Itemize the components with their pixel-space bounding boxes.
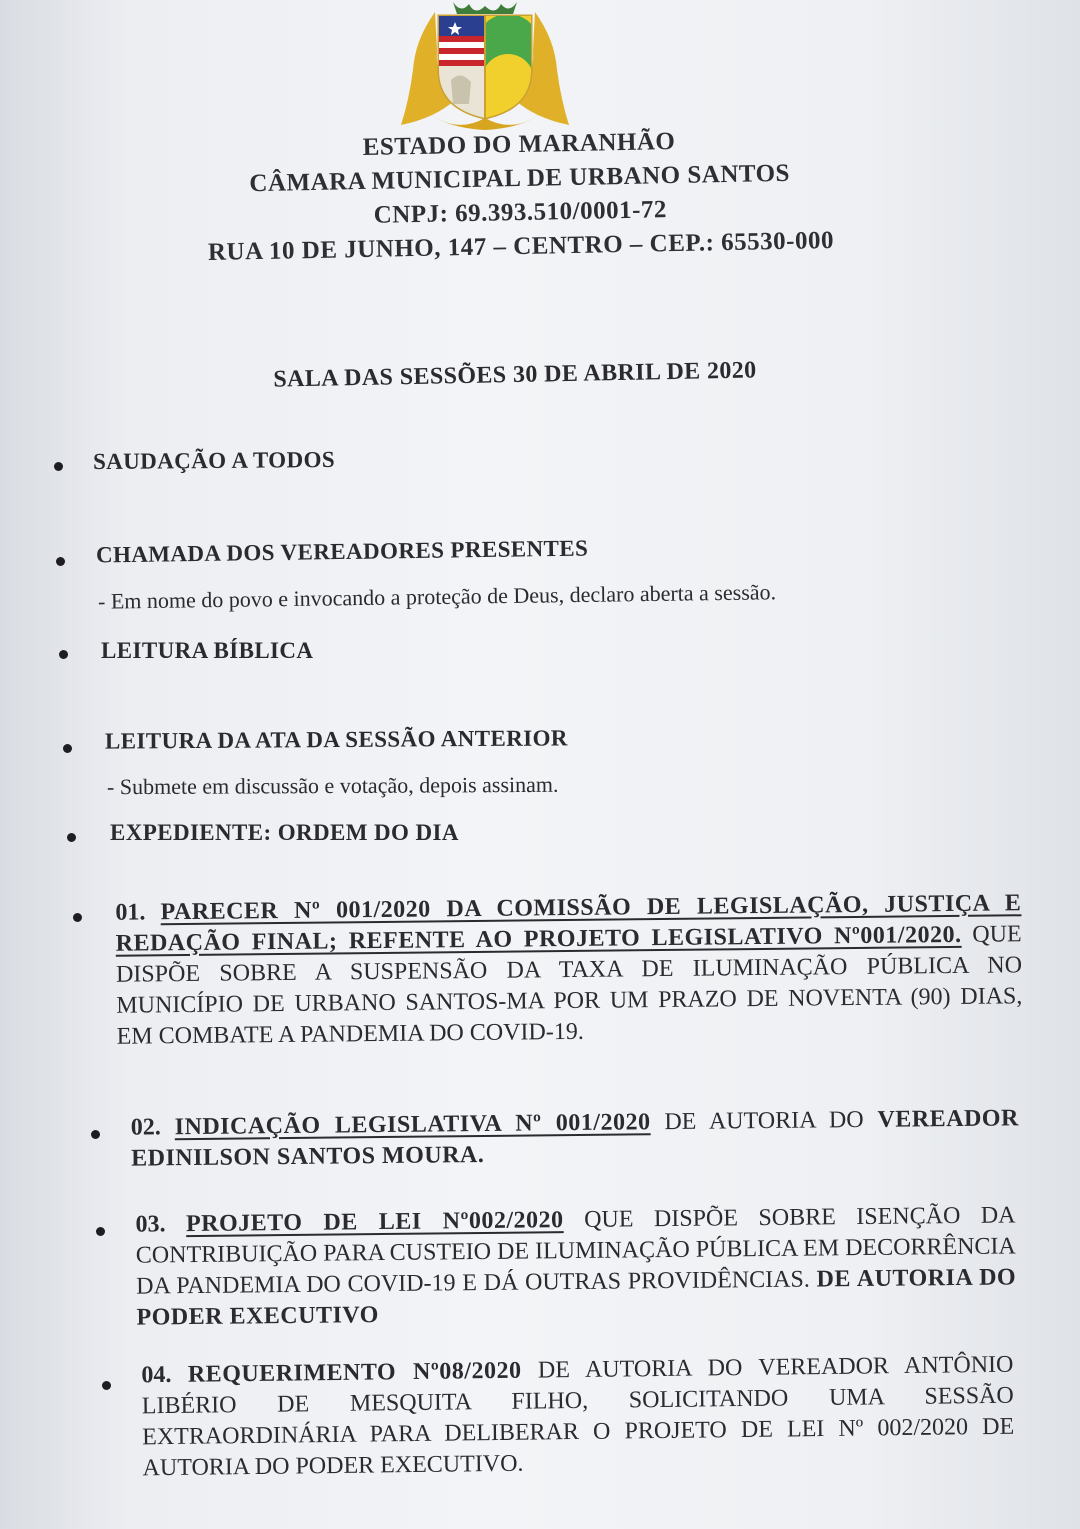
bullet-icon bbox=[67, 833, 76, 842]
item-number: 02. bbox=[130, 1114, 161, 1141]
coat-of-arms-icon bbox=[395, 0, 575, 135]
item-number: 03. bbox=[135, 1211, 166, 1238]
chamber-name: CÂMARA MUNICIPAL DE URBANO SANTOS bbox=[249, 159, 791, 198]
item-title: PROJETO DE LEI Nº002/2020 bbox=[185, 1207, 564, 1238]
bullet-icon bbox=[54, 462, 63, 471]
agenda-item-02 bbox=[131, 1103, 1020, 1174]
item-number: 04. bbox=[141, 1361, 172, 1389]
bullet-icon bbox=[59, 650, 68, 659]
agenda-item-03 bbox=[135, 1200, 1016, 1333]
bullet-icon bbox=[56, 557, 65, 566]
document-header bbox=[179, 121, 861, 270]
item-title: PARECER Nº 001/2020 DA COMISSÃO DE LEGISLAÇÃO, JUSTIÇA E REDAÇÃO FINAL; REFENTE AO PROJETO LEGISLATIVO Nº001/2020. bbox=[115, 890, 1022, 957]
state-name: ESTADO DO MARANHÃO bbox=[362, 128, 676, 162]
bullet-icon bbox=[91, 1130, 100, 1139]
item-number: 01. bbox=[115, 899, 146, 926]
bullet-icon bbox=[96, 1227, 105, 1236]
agenda-roll-call: CHAMADA DOS VEREADORES PRESENTES bbox=[95, 535, 589, 568]
bullet-icon bbox=[63, 744, 72, 753]
item-text: DE AUTORIA DO VEREADOR ANTÔNIO LIBÉRIO DE MESQUITA FILHO, SOLICITANDO UMA SESSÃO EXTRAORDINÁRIA PARA DELIBERAR O PROJETO DE LEI Nº 002/2020 DE AUTORIA DO PODER EXECUTIVO. bbox=[141, 1351, 1015, 1482]
cnpj: CNPJ: 69.393.510/0001-72 bbox=[373, 196, 668, 229]
agenda-item-04 bbox=[141, 1350, 1014, 1485]
session-title: SALA DAS SESSÕES 30 DE ABRIL DE 2020 bbox=[273, 357, 757, 393]
bullet-icon bbox=[73, 913, 82, 922]
roll-call-note: - Em nome do povo e invocando a proteção de Deus, declaro aberta a sessão. bbox=[97, 579, 777, 614]
item-author: VEREADOR EDINILSON SANTOS MOURA. bbox=[131, 1105, 1019, 1172]
item-title: INDICAÇÃO LEGISLATIVA Nº 001/2020 bbox=[174, 1109, 651, 1141]
item-title: REQUERIMENTO Nº08/2020 bbox=[187, 1357, 522, 1388]
agenda-item-01 bbox=[115, 888, 1023, 1052]
agenda-greeting: SAUDAÇÃO A TODOS bbox=[92, 446, 336, 475]
minutes-note: - Submete em discussão e votação, depois assinam. bbox=[106, 771, 559, 800]
address: RUA 10 DE JUNHO, 147 – CENTRO – CEP.: 65530-000 bbox=[207, 226, 835, 266]
agenda-expedient: EXPEDIENTE: ORDEM DO DIA bbox=[110, 820, 459, 845]
item-text: QUE DISPÕE SOBRE ISENÇÃO DA CONTRIBUIÇÃO PARA CUSTEIO DE ILUMINAÇÃO PÚBLICA EM DECORRÊNCIA DA PANDEMIA DO COVID-19 E DÁ OUTRAS PROVIDÊNCIAS. bbox=[135, 1202, 1016, 1300]
item-text: DE AUTORIA DO bbox=[664, 1106, 864, 1136]
item-author: DE AUTORIA DO PODER EXECUTIVO bbox=[136, 1264, 1017, 1331]
item-text: QUE DISPÕE SOBRE A SUSPENSÃO DA TAXA DE ILUMINAÇÃO PÚBLICA NO MUNICÍPIO DE URBANO SANTOS-MA POR UM PRAZO DE NOVENTA (90) DIAS, EM COMBATE A PANDEMIA DO COVID-19. bbox=[115, 921, 1023, 1050]
agenda-bible-reading: LEITURA BÍBLICA bbox=[101, 638, 314, 663]
agenda-minutes-reading: LEITURA DA ATA DA SESSÃO ANTERIOR bbox=[104, 725, 568, 754]
bullet-icon bbox=[102, 1381, 111, 1390]
